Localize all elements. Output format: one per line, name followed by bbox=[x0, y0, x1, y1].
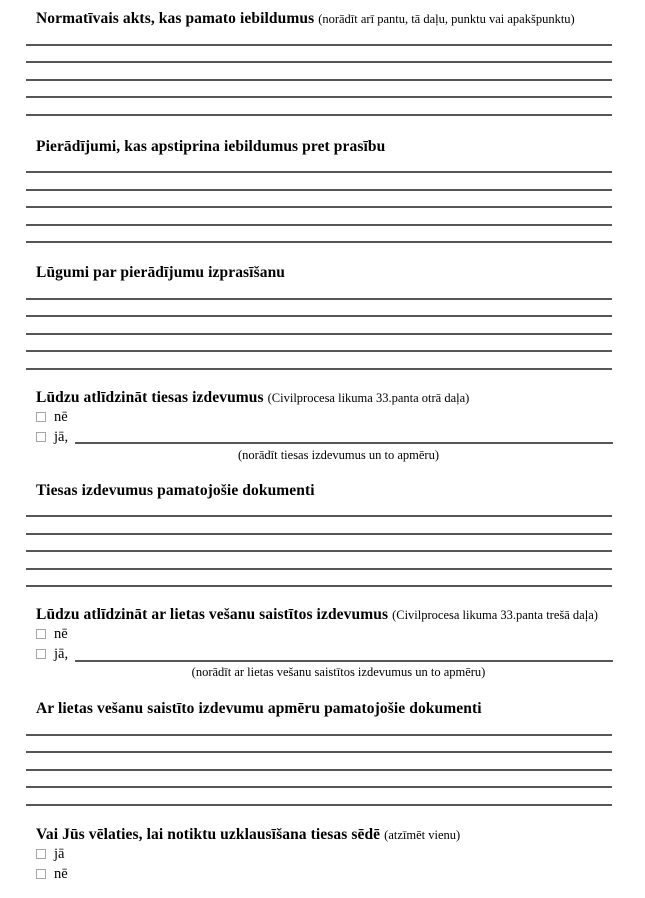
blank-line bbox=[26, 736, 612, 754]
blank-line bbox=[26, 317, 612, 335]
section-hint: (Civilprocesa likuma 33.panta otrā daļa) bbox=[267, 390, 470, 405]
section-heading bbox=[36, 826, 611, 844]
checkbox-no[interactable] bbox=[36, 629, 46, 639]
section-heading bbox=[36, 482, 611, 500]
option-row-no bbox=[36, 407, 611, 427]
section-hint: (atzīmēt vienu) bbox=[384, 827, 461, 842]
checkbox-no[interactable] bbox=[36, 869, 46, 879]
blank-lines bbox=[36, 718, 611, 806]
blank-line bbox=[26, 753, 612, 771]
option-row-no bbox=[36, 864, 611, 884]
blank-line bbox=[26, 191, 612, 209]
blank-line bbox=[26, 208, 612, 226]
blank-line bbox=[26, 226, 612, 244]
section-hint: (Civilprocesa likuma 33.panta trešā daļa) bbox=[392, 608, 598, 622]
checkbox-yes[interactable] bbox=[36, 649, 46, 659]
answer-line bbox=[75, 647, 613, 662]
section-evidence-objections bbox=[36, 138, 611, 244]
checkbox-yes[interactable] bbox=[36, 849, 46, 859]
section-title: Vai Jūs vēlaties, lai notiktu uzklausīšana tiesas sēdē bbox=[36, 825, 381, 843]
section-court-expenses bbox=[36, 389, 611, 462]
checkbox-label: jā bbox=[54, 845, 65, 862]
checkbox-label: nē bbox=[54, 865, 68, 882]
checkbox-label: nē bbox=[54, 626, 68, 642]
section-title: Lūdzu atlīdzināt ar lietas vešanu saistītos izdevumus bbox=[36, 606, 389, 623]
blank-line bbox=[26, 771, 612, 789]
blank-line bbox=[26, 300, 612, 318]
blank-line bbox=[26, 352, 612, 370]
section-heading bbox=[36, 700, 611, 718]
blank-line bbox=[26, 98, 612, 116]
section-court-hearing bbox=[36, 826, 611, 884]
blank-line bbox=[26, 535, 612, 553]
blank-line bbox=[26, 500, 612, 518]
answer-line bbox=[75, 429, 613, 444]
option-row-no bbox=[36, 624, 611, 644]
blank-line bbox=[26, 28, 612, 46]
section-title: Normatīvais akts, kas pamato iebildumus bbox=[36, 10, 315, 27]
section-title: Lūdzu atlīdzināt tiesas izdevumus bbox=[36, 388, 264, 406]
blank-line bbox=[26, 718, 612, 736]
blank-lines bbox=[36, 282, 611, 370]
checkbox-yes[interactable] bbox=[36, 432, 46, 442]
blank-line bbox=[26, 552, 612, 570]
blank-line bbox=[26, 46, 612, 64]
option-row-yes bbox=[36, 427, 611, 447]
checkbox-no[interactable] bbox=[36, 412, 46, 422]
blank-line bbox=[26, 63, 612, 81]
blank-line bbox=[26, 81, 612, 99]
checkbox-label: jā, bbox=[54, 428, 69, 445]
section-heading bbox=[36, 606, 611, 624]
section-heading bbox=[36, 138, 611, 156]
section-evidence-requests bbox=[36, 264, 611, 370]
section-case-conduct-expenses bbox=[36, 606, 611, 679]
line-caption: (norādīt ar lietas vešanu saistītos izdevumus un to apmēru) bbox=[191, 665, 486, 679]
section-hint: (norādīt arī pantu, tā daļu, punktu vai apakšpunktu) bbox=[318, 12, 575, 26]
blank-line bbox=[26, 517, 612, 535]
blank-lines bbox=[36, 28, 611, 116]
section-title: Lūgumi par pierādījumu izprasīšanu bbox=[36, 264, 286, 281]
blank-line bbox=[26, 156, 612, 174]
line-caption: (norādīt tiesas izdevumus un to apmēru) bbox=[238, 447, 439, 462]
blank-line bbox=[26, 788, 612, 806]
blank-lines bbox=[36, 500, 611, 588]
section-heading bbox=[36, 10, 611, 28]
section-heading bbox=[36, 264, 611, 282]
checkbox-label: nē bbox=[54, 408, 68, 425]
section-heading bbox=[36, 389, 611, 407]
section-normative-act bbox=[36, 10, 611, 116]
blank-line bbox=[26, 173, 612, 191]
blank-line bbox=[26, 570, 612, 588]
section-title: Ar lietas vešanu saistīto izdevumu apmēru pamatojošie dokumenti bbox=[36, 700, 482, 717]
option-row-yes bbox=[36, 644, 611, 664]
blank-line bbox=[26, 335, 612, 353]
blank-line bbox=[26, 282, 612, 300]
blank-lines bbox=[36, 156, 611, 244]
section-case-conduct-expenses-documents bbox=[36, 700, 611, 806]
checkbox-label: jā, bbox=[54, 646, 69, 662]
section-title: Pierādījumi, kas apstiprina iebildumus pret prasību bbox=[36, 137, 386, 155]
section-title: Tiesas izdevumus pamatojošie dokumenti bbox=[36, 481, 315, 499]
section-court-expenses-documents bbox=[36, 482, 611, 588]
option-row-yes bbox=[36, 844, 611, 864]
